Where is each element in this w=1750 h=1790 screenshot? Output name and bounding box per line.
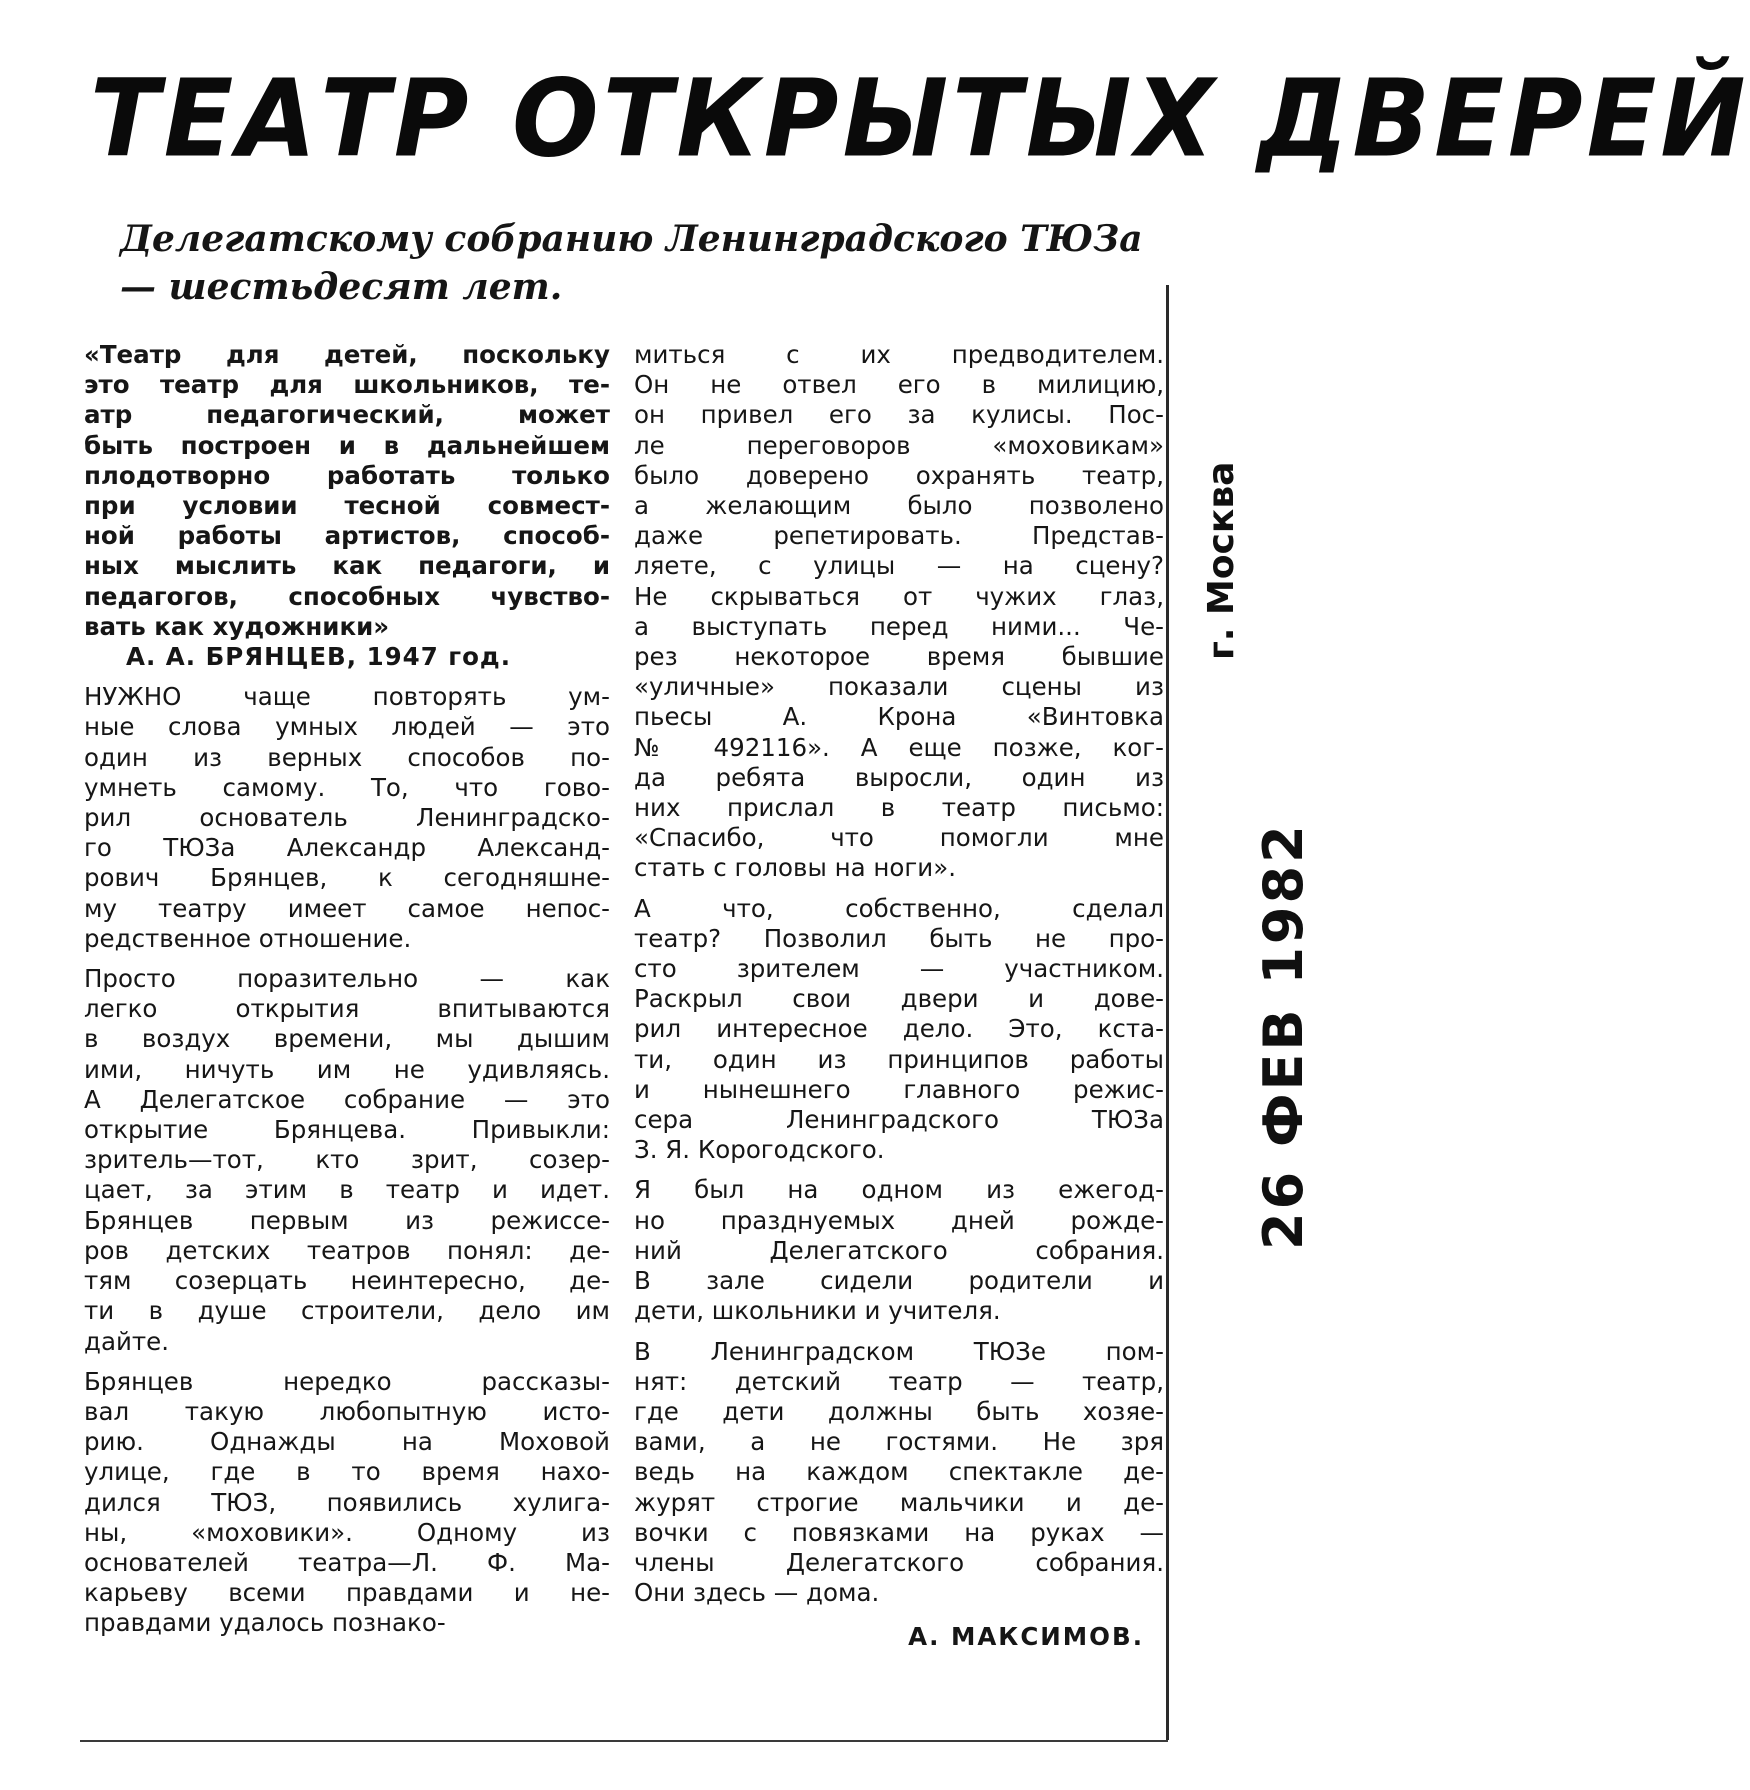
text-line: Брянцев нередко рассказы-	[84, 1366, 610, 1396]
text-line: А Делегатское собрание — это	[84, 1084, 610, 1114]
paragraph	[84, 682, 610, 954]
text-line: да ребята выросли, один из	[634, 762, 1164, 792]
text-line: а выступать перед ними... Че-	[634, 611, 1164, 641]
epigraph	[84, 340, 610, 642]
text-line: улице, где в то время нахо-	[84, 1457, 610, 1487]
text-line: основателей театра—Л. Ф. Ма-	[84, 1547, 610, 1577]
text-line: миться с их предводителем.	[634, 340, 1164, 369]
text-line: рил основатель Ленинградско-	[84, 803, 610, 833]
text-line: нят: детский театр — театр,	[634, 1366, 1164, 1396]
text-line: дился ТЮЗ, появились хулига-	[84, 1487, 610, 1517]
text-line: дети, школьники и учителя.	[634, 1296, 1001, 1326]
stamp-date: 26 ФЕВ 1982	[1252, 822, 1315, 1250]
text-line: сто зрителем — участником.	[634, 954, 1164, 984]
column-rule-bottom	[80, 1740, 1168, 1742]
paragraph	[84, 964, 610, 1357]
date-stamp	[1195, 250, 1325, 1260]
text-line: ров детских театров понял: де-	[84, 1235, 610, 1265]
text-line: вами, а не гостями. Не зря	[634, 1427, 1164, 1457]
text-line: быть построен и в дальнейшем	[84, 430, 610, 460]
paragraph	[84, 1367, 610, 1639]
article-column-left	[84, 340, 610, 1639]
text-line: пьесы А. Крона «Винтовка	[634, 702, 1164, 732]
paragraph	[634, 894, 1164, 1166]
right-body	[634, 340, 1164, 1608]
text-line: ной работы артистов, способ-	[84, 521, 610, 551]
text-line: редственное отношение.	[84, 923, 412, 953]
text-line: вочки с повязками на руках —	[634, 1517, 1164, 1547]
text-line: это театр для школьников, те-	[84, 370, 610, 400]
text-line: атр педагогический, может	[84, 400, 610, 430]
paragraph	[634, 340, 1164, 884]
text-line: ны, «моховики». Одному из	[84, 1517, 610, 1547]
text-line: ные слова умных людей — это	[84, 712, 610, 742]
text-line: В Ленинградском ТЮЗе пом-	[634, 1336, 1164, 1366]
left-body	[84, 682, 610, 1638]
stamp-text	[1195, 250, 1319, 1260]
text-line: ляете, с улицы — на сцену?	[634, 551, 1164, 581]
text-line: Я был на одном из ежегод-	[634, 1175, 1164, 1205]
text-line: было доверено охранять театр,	[634, 460, 1164, 490]
subtitle: Делегатскому собранию Ленинградского ТЮЗа — шестьдесят лет.	[120, 218, 1143, 308]
text-line: рез некоторое время бывшие	[634, 642, 1164, 672]
text-line: Просто поразительно — как	[84, 964, 610, 994]
text-line: НУЖНО чаще повторять ум-	[84, 682, 610, 712]
paragraph	[634, 1337, 1164, 1609]
text-line: театр? Позволил быть не про-	[634, 923, 1164, 953]
text-line: умнеть самому. То, что гово-	[84, 772, 610, 802]
text-line: ти, один из принципов работы	[634, 1044, 1164, 1074]
text-line: Он не отвел его в милицию,	[634, 370, 1164, 400]
text-line: вать как художники»	[84, 611, 390, 641]
text-line: ле переговоров «моховикам»	[634, 430, 1164, 460]
text-line: ти в душе строители, дело им	[84, 1296, 610, 1326]
stamp-city: г. Москва	[1201, 461, 1242, 660]
text-line: стать с головы на ноги».	[634, 853, 956, 883]
text-line: них прислал в театр письмо:	[634, 793, 1164, 823]
text-line: А что, собственно, сделал	[634, 893, 1164, 923]
epigraph-attribution: А. А. БРЯНЦЕВ, 1947 год.	[126, 642, 512, 672]
text-line: цает, за этим в театр и идет.	[84, 1175, 610, 1205]
text-line: му театру имеет самое непос-	[84, 893, 610, 923]
text-line: «уличные» показали сцены из	[634, 672, 1164, 702]
text-line: рович Брянцев, к сегодняшне-	[84, 863, 610, 893]
text-line: вал такую любопытную исто-	[84, 1396, 610, 1426]
text-line: зритель—тот, кто зрит, созер-	[84, 1145, 610, 1175]
text-line: и нынешнего главного режис-	[634, 1074, 1164, 1104]
text-line: открытие Брянцева. Привыкли:	[84, 1115, 610, 1145]
text-line: В зале сидели родители и	[634, 1266, 1164, 1296]
text-line: ных мыслить как педагоги, и	[84, 551, 610, 581]
text-line: рил интересное дело. Это, кста-	[634, 1014, 1164, 1044]
text-line: но празднуемых дней рожде-	[634, 1205, 1164, 1235]
text-line: дайте.	[84, 1326, 170, 1356]
text-line: педагогов, способных чувство-	[84, 581, 610, 611]
text-line: один из верных способов по-	[84, 742, 610, 772]
text-line: плодотворно работать только	[84, 460, 610, 490]
text-line: ими, ничуть им не удивляясь.	[84, 1054, 610, 1084]
text-line: легко открытия впитываются	[84, 994, 610, 1024]
paragraph	[634, 1175, 1164, 1326]
text-line: Не скрываться от чужих глаз,	[634, 581, 1164, 611]
text-line: рию. Однажды на Моховой	[84, 1427, 610, 1457]
text-line: он привел его за кулисы. Пос-	[634, 400, 1164, 430]
text-line: № 492116». А еще позже, ког-	[634, 732, 1164, 762]
article-column-right	[634, 340, 1164, 1653]
text-line: З. Я. Корогодского.	[634, 1135, 885, 1165]
text-line: журят строгие мальчики и де-	[634, 1487, 1164, 1517]
text-line: при условии тесной совмест-	[84, 491, 610, 521]
text-line: ведь на каждом спектакле де-	[634, 1457, 1164, 1487]
text-line: карьеву всеми правдами и не-	[84, 1578, 610, 1608]
text-line: а желающим было позволено	[634, 491, 1164, 521]
text-line: правдами удалось познако-	[84, 1608, 446, 1638]
text-line: «Спасибо, что помогли мне	[634, 823, 1164, 853]
text-line: Брянцев первым из режиссе-	[84, 1205, 610, 1235]
text-line: члены Делегатского собрания.	[634, 1547, 1164, 1577]
text-line: ний Делегатского собрания.	[634, 1235, 1164, 1265]
text-line: даже репетировать. Представ-	[634, 521, 1164, 551]
text-line: тям созерцать неинтересно, де-	[84, 1266, 610, 1296]
author-signature: А. МАКСИМОВ.	[908, 1622, 1144, 1652]
text-line: Раскрыл свои двери и дове-	[634, 984, 1164, 1014]
text-line: го ТЮЗа Александр Александ-	[84, 833, 610, 863]
text-line: Они здесь — дома.	[634, 1578, 880, 1608]
text-line: «Театр для детей, поскольку	[84, 340, 610, 369]
text-line: сера Ленинградского ТЮЗа	[634, 1105, 1164, 1135]
column-rule-vertical	[1166, 285, 1169, 1740]
text-line: в воздух времени, мы дышим	[84, 1024, 610, 1054]
headline: ТЕАТР ОТКРЫТЫХ ДВЕРЕЙ	[90, 57, 1750, 182]
text-line: где дети должны быть хозяе-	[634, 1396, 1164, 1426]
